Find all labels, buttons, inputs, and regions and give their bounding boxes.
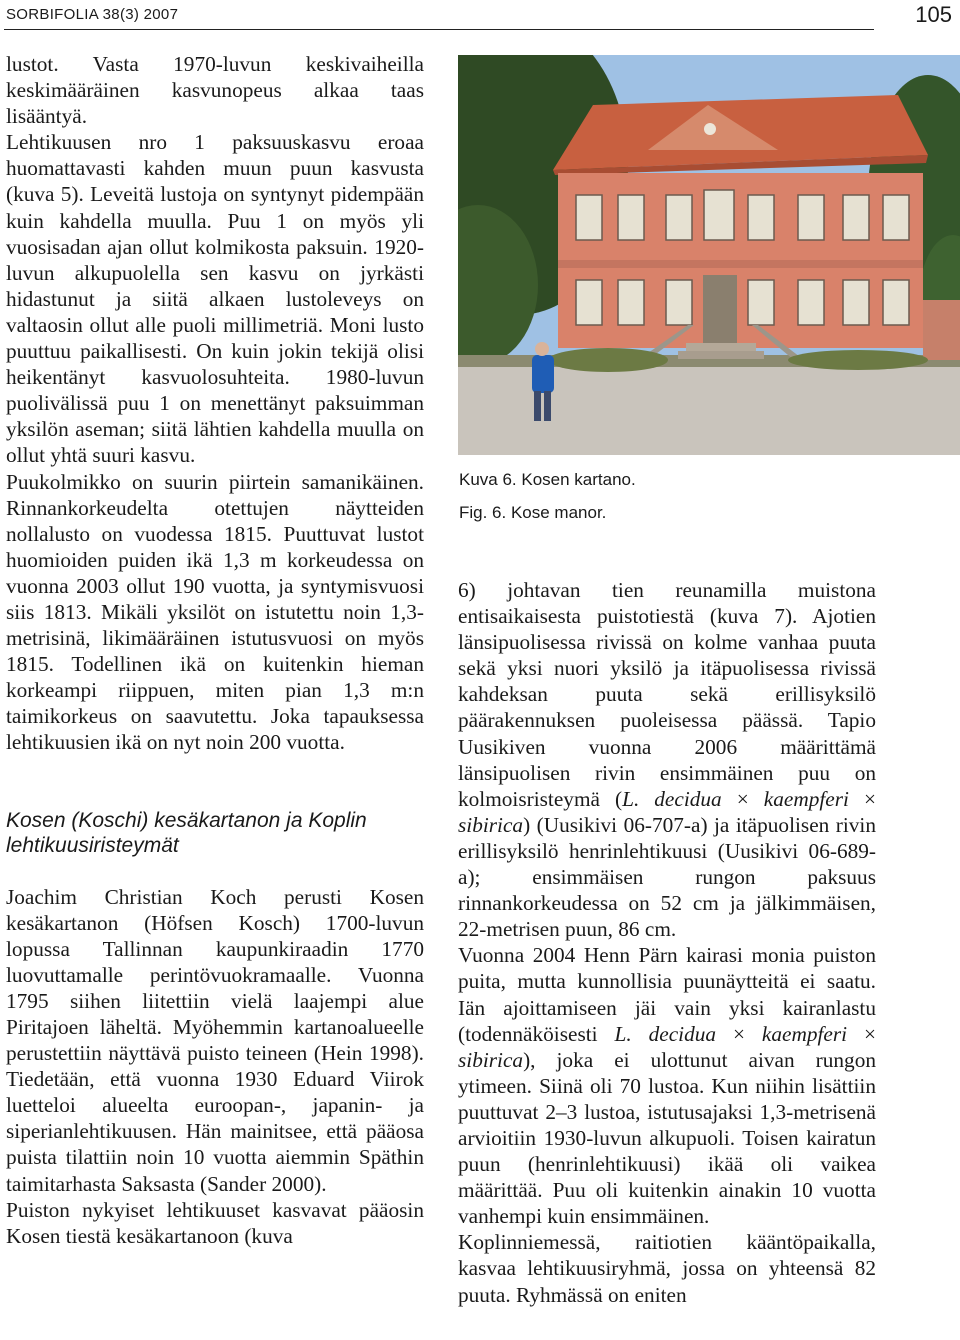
text-run: Vuonna 2004 Henn Pärn kairasi monia puiston puita, mutta kunnollisia puunäytteitä ei saatu. Iän ajoittamiseen jäi vain yksi kairanlastu (todennäköisesti [458,943,876,1046]
page-number: 105 [915,2,952,27]
section-heading: Kosen (Koschi) kesäkartanon ja Koplin lehtikuusiristeymät [6,808,367,857]
figure-caption-en: Fig. 6. Kose manor. [459,503,607,522]
right-column [458,577,876,1308]
hybrid-sign: × [716,1021,762,1046]
paragraph [458,577,876,942]
paragraph: Lehtikuusen nro 1 paksuuskasvu eroaa huomattavasti kahden muun puun kasvusta (kuva 5). Leveitä lustoja on syntynyt pidempään kuin kahdella muulla. Puu 1 on myös yli vuosisadan ajan ollut kolmikosta paksuin. 1920-luvun alkupuolella sen kasvu on jyrkästi hidastunut ja siitä alkaen lustoleveys on valtaosin ollut alle puoli millimetriä. Moni lusto puuttuu paikallisesti. On kuin jokin tekijä olisi heikentänyt kasvuolosuhteita. 1980-luvun puolivälissä puu 1 on menettänyt paksuimman yksilön aseman; siitä lähtien kahdella muulla on ollut yhtä suuri kasvu. [6,130,424,468]
text-run: ) (Uusikivi 06-707-a) ja itäpuolisen rivin erillisyksilö henrinlehtikuusi (Uusikivi 06-689-a); ensimmäisen rungon paksuus rinnankorkeudessa on 52 cm ja jälkimmäisen, 22-metrisen puun, 86 cm. [458,812,876,942]
text-run: ), joka ei ulottunut aivan rungon ytimeen. Siinä oli 70 lustoa. Kun niihin lisättiin puuttuvat 2–3 lustoa, istutusajaksi 1,3-metrisenä arvioitiin 1930-luvun alkupuoli. Toisen kairatun puun (henrinlehtikuusi) ikää oli vaikea määrittää. Puu oli kuitenkin ainakin 10 vuotta vanhempi kuin ensimmäinen. [458,1047,876,1229]
paragraph: lustot. Vasta 1970-luvun keskivaiheilla keskimääräinen kasvunopeus alkaa taas lisääntyä. [6,52,424,129]
species-name: kaempferi [763,786,849,811]
figure-caption-fi: Kuva 6. Kosen kartano. [459,470,636,489]
paragraph: Puukolmikko on suurin piirtein samanikäinen. Rinnankorkeudelta otettujen näytteiden nollalusto on vuodessa 1815. Puuttuvat lustot huomioiden puiden ikä 1,3 m korkeudessa on vuonna 2003 ollut 190 vuotta, ja syntymisvuosi siis 1813. Mikäli yksilöt on istutettu noin 1,3-metrisinä, likimääräinen istutusvuosi on myös 1815. Todellinen ikä on kuitenkin hieman korkeampi riippuen, miten pian 1,3 m:n taimikorkeus on saavutettu. Joka tapauksessa lehtikuusien ikä on nyt noin 200 vuotta. [6,469,424,755]
species-name: L. decidua [614,1021,717,1046]
paragraph: Puiston nykyiset lehtikuuset kasvavat pääosin Kosen tiestä kesäkartanoon (kuva [6,1197,424,1248]
paragraph: Koplinniemessä, raitiotien kääntöpaikalla, kasvaa lehtikuusiryhmä, jossa on yhteensä 82 puuta. Ryhmässä on eniten [458,1230,876,1307]
journal-title: SORBIFOLIA 38(3) 2007 [6,6,179,23]
running-header [6,2,952,27]
paragraph: Joachim Christian Koch perusti Kosen kesäkartanon (Höfsen Kosch) 1700-luvun lopussa Tallinnan kaupunkiraadin 1770 luovuttamalle perintövuokramaalle. Vuonna 1795 siihen liitettiin vielä laajempi alue Piritajoen läheltä. Myöhemmin kartanoalueelle perustettiin näyttävä puisto teineen (Hein 1998). Tiedetään, että vuonna 1930 Eduard Viirok luetteloi alueelta euroopan-, japanin- ja siperianlehtikuusen. Hän mainitsee, että pääosa puista tilattiin noin 10 vuotta aiemmin Späthin taimitarhasta Saksasta (Sander 2000). [6,884,424,1196]
hybrid-sign: × [848,786,876,811]
hybrid-sign: × [847,1021,876,1046]
species-name: kaempferi [761,1021,848,1046]
text-run: 6) johtavan tien reunamilla muistona entisaikaisesta puistotiestä (kuva 7). Ajotien länsipuolisessa rivissä on kolme vanhaa puuta sekä yksi nuori yksilö ja itäpuolisessa rivissä kahdeksan puuta sekä erillisyksilö päärakennuksen puoleisessa päässä. Tapio Uusikiven vuonna 2006 määrittämä länsipuolisen rivin ensimmäinen puu on kolmoisristeymä ( [458,578,876,811]
manor-photo [458,55,960,455]
species-name: sibirica [458,812,524,837]
species-name: L. decidua [622,786,722,811]
left-column [6,51,424,1249]
hybrid-sign: × [721,786,764,811]
paragraph [458,942,876,1229]
species-name: sibirica [458,1047,524,1072]
header-rule [4,29,874,30]
